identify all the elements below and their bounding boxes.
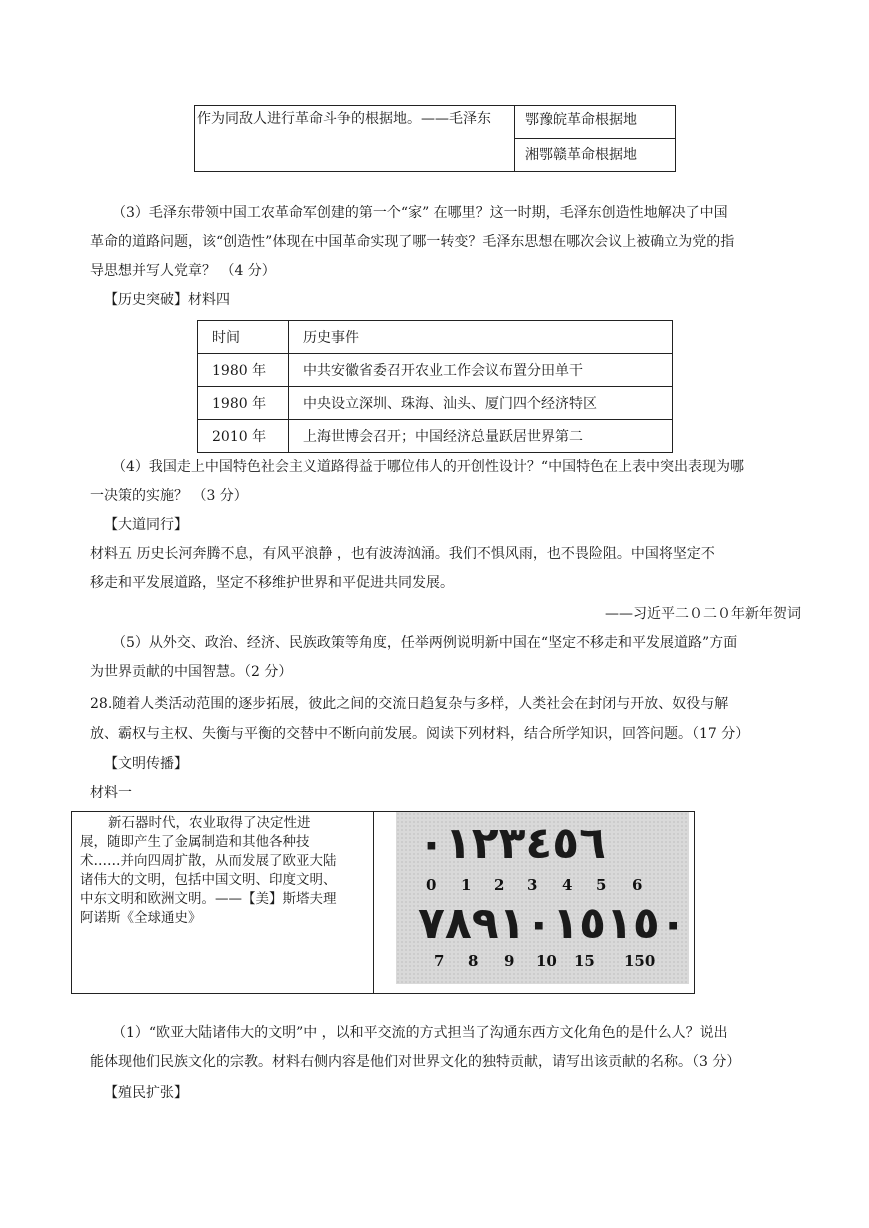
digit-label: 6 [632,876,643,894]
digit-label: 150 [624,952,656,970]
digit-label: 15 [574,952,595,970]
material1-line: 新石器时代，农业取得了决定性进 [108,815,311,831]
digit-label: 10 [536,952,557,970]
top-table-right-row [515,139,675,171]
q1-line: （1）“欧亚大陆诸伟大的文明”中 ，以和平交流的方式担当了沟通东西方文化角色的是什么人？说出 [112,1025,728,1041]
material1-text [80,814,380,928]
section-heading: 【历史突破】材料四 [104,292,230,308]
top-table-right-row [515,106,675,139]
material1-line: 阿诺斯《全球通史》 [80,910,202,926]
material1-line: 术……并向四周扩散，从而发展了欧亚大陆 [80,853,337,869]
arabic-numerals-image [396,812,689,984]
table-header: 历史事件 [289,321,673,354]
digit-label: 4 [562,876,573,894]
events-table [197,320,673,453]
top-table-right-text: 鄂豫皖革命根据地 [525,112,637,128]
table-cell: 1980 年 [198,387,289,420]
q3-line: 导思想并写人党章？ （4 分） [90,263,276,279]
q4-line: （4）我国走上中国特色社会主义道路得益于哪位伟人的开创性设计？“中国特色在上表中突出表现为哪 [112,459,745,475]
top-table [194,105,676,172]
q28-line: 28.随着人类活动范围的逐步拓展，彼此之间的交流日趋复杂与多样，人类社会在封闭与开放、奴役与解 [90,696,729,712]
q5-line: 为世界贡献的中国智慧。（2 分） [90,664,293,680]
digit-label: 2 [494,876,505,894]
table-cell: 上海世博会召开；中国经济总量跃居世界第二 [289,420,673,453]
digit-label: 8 [468,952,479,970]
digit-label: 0 [426,876,437,894]
material5-line: 移走和平发展道路，坚定不移维护世界和平促进共同发展。 [90,575,454,591]
q4-line: 一决策的实施？ （3 分） [90,488,248,504]
digit-label: 9 [504,952,515,970]
table-cell: 中央设立深圳、珠海、汕头、厦门四个经济特区 [289,387,673,420]
digit-label: 3 [527,876,538,894]
table-cell: 1980 年 [198,354,289,387]
top-table-quote: 作为同敌人进行革命斗争的根据地。——毛泽东 [197,111,491,127]
table-cell: 2010 年 [198,420,289,453]
digit-label: 1 [461,876,472,894]
q3-line: （3）毛泽东带领中国工农革命军创建的第一个“家” 在哪里？这一时期，毛泽东创造性地解决了中国 [112,205,728,221]
q1-line: 能体现他们民族文化的宗教。材料右侧内容是他们对世界文化的独特贡献，请写出该贡献的名称。（3 分） [90,1054,741,1070]
top-table-right-text: 湘鄂赣革命根据地 [525,147,637,163]
table-header: 时间 [198,321,289,354]
arabic-numerals-row: ٠١٢٣٤٥٦ [418,818,606,869]
material1-line: 诸伟大的文明，包括中国文明、印度文明、 [80,872,337,888]
digit-label: 7 [434,952,445,970]
q3-line: 革命的道路问题，该“创造性”体现在中国革命实现了哪一转变？毛泽东思想在哪次会议上被确立为党的指 [90,234,735,250]
q5-line: （5）从外交、政治、经济、民族政策等角度，任举两例说明新中国在“坚定不移走和平发展道路”方面 [112,635,738,651]
section-heading: 【殖民扩张】 [104,1085,188,1101]
q28-line: 放、霸权与主权、失衡与平衡的交替中不断向前发展。阅读下列材料，结合所学知识，回答问题。（17 分） [90,726,750,742]
arabic-numerals-row: ٧٨٩١٠١٥١٥٠ [418,898,687,949]
section-heading: 【大道同行】 [104,517,188,533]
material5-line: 材料五 历史长河奔腾不息，有风平浪静 ，也有波涛汹涌。我们不惧风雨，也不畏险阻。中国将坚定不 [90,546,715,562]
material-label: 材料一 [90,785,132,801]
top-table-left-cell [195,106,515,171]
digit-label: 5 [596,876,607,894]
table-cell: 中共安徽省委召开农业工作会议布置分田单干 [289,354,673,387]
material5-source: ——习近平二０二０年新年贺词 [605,606,801,622]
material1-line: 中东文明和欧洲文明。——【美】斯塔夫理 [80,891,337,907]
material1-line: 展，随即产生了金属制造和其他各种技 [80,834,310,850]
section-heading: 【文明传播】 [104,756,188,772]
